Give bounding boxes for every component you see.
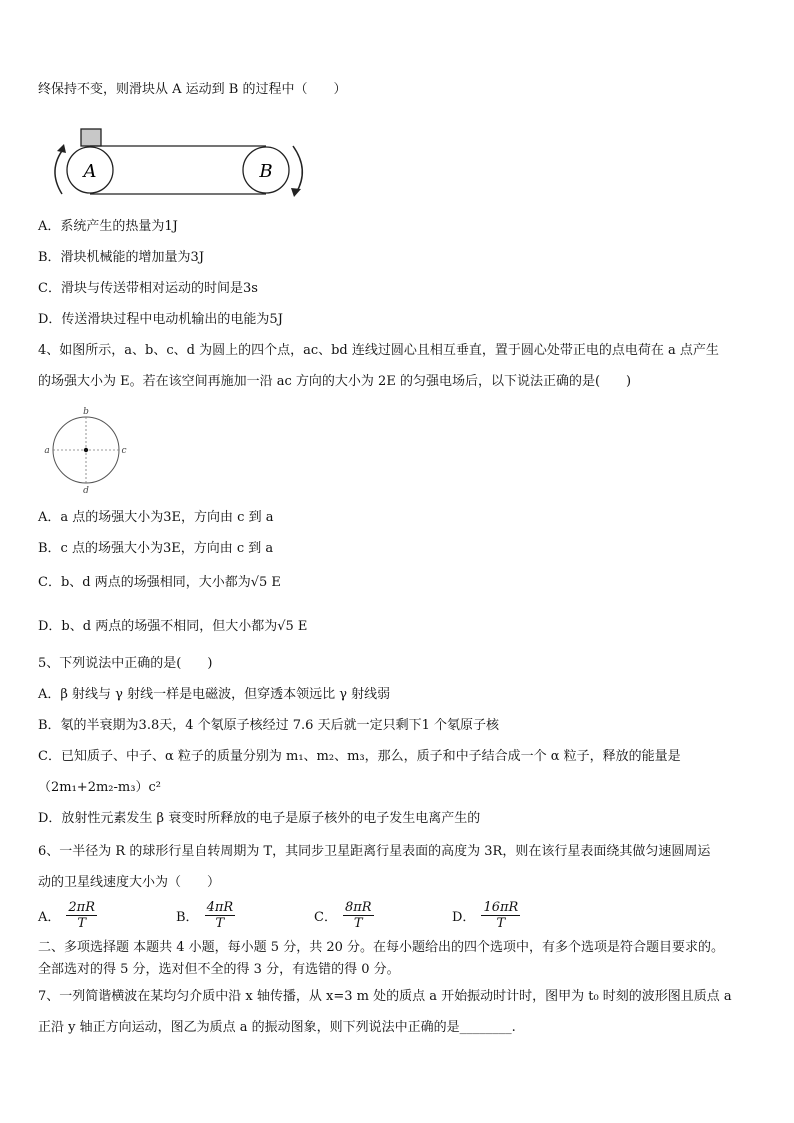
q6-stem-line1: 6、一半径为 R 的球形行星自转周期为 T，其同步卫星距离行星表面的高度为 3R，则在该行星表面绕其做匀速圆周运 xyxy=(38,844,711,859)
q4-option-b: B．c 点的场强大小为3E，方向由 c 到 a xyxy=(38,541,274,556)
q3-option-d: D．传送滑块过程中电动机输出的电能为5J xyxy=(38,312,283,327)
q3-option-b: B．滑块机械能的增加量为3J xyxy=(38,250,205,265)
q7-line2: 正沿 y 轴正方向运动，图乙为质点 a 的振动图象，则下列说法中正确的是________. xyxy=(38,1020,516,1035)
q4-option-d: D．b、d 两点的场强不相同，但大小都为√5 E xyxy=(38,619,308,634)
q5-option-d: D．放射性元素发生 β 衰变时所释放的电子是原子核外的电子发生电离产生的 xyxy=(38,811,481,826)
q6-option-b: B． $\frac{4\pi R}{T}$ xyxy=(176,900,234,931)
svg-text:b: b xyxy=(83,407,89,417)
section2-line1: 二、多项选择题 本题共 4 小题，每小题 5 分，共 20 分。在每小题给出的四个选项中，有多个选项是符合题目要求的。 xyxy=(38,940,725,955)
q5-option-c-formula: （2m₁+2m₂-m₃）c² xyxy=(38,780,161,795)
slider-block xyxy=(81,129,101,146)
q5-option-c: C．已知质子、中子、α 粒子的质量分别为 m₁、m₂、m₃，那么，质子和中子结合成一个 α 粒子，释放的能量是 xyxy=(38,749,681,764)
rotation-arrow-right xyxy=(293,146,302,193)
q4-stem-line1: 4、如图所示，a、b、c、d 为圆上的四个点，ac、bd 连线过圆心且相互垂直，置于圆心处带正电的点电荷在 a 点产生 xyxy=(38,343,719,358)
q5-stem: 5、下列说法中正确的是( ) xyxy=(38,656,213,671)
q3-option-a: A．系统产生的热量为1J xyxy=(38,219,178,234)
q4-option-c: C．b、d 两点的场强相同，大小都为√5 E xyxy=(38,575,281,590)
q7-line1: 7、一列简谐横波在某均匀介质中沿 x 轴传播，从 x=3 m 处的质点 a 开始振动时计时，图甲为 t₀ 时刻的波形图且质点 a xyxy=(38,989,732,1004)
q5-option-b: B．氡的半衰期为3.8天，4 个氡原子核经过 7.6 天后就一定只剩下1 个氡原子核 xyxy=(38,718,499,733)
svg-text:c: c xyxy=(121,446,127,456)
q4-option-a: A．a 点的场强大小为3E，方向由 c 到 a xyxy=(38,510,274,525)
circle-figure xyxy=(40,405,132,495)
q6-option-d: D． $\frac{16\pi R}{T}$ xyxy=(452,900,519,931)
svg-text:a: a xyxy=(44,446,50,456)
q4-stem-line2: 的场强大小为 E。若在该空间再施加一沿 ac 方向的大小为 2E 的匀强电场后，以下说法正确的是( ) xyxy=(38,374,632,389)
wheel-b-label: B xyxy=(259,161,273,182)
conveyor-belt-figure xyxy=(44,126,314,202)
svg-text:d: d xyxy=(83,486,89,495)
center-charge xyxy=(84,448,88,452)
q6-option-a: A． $\frac{2\pi R}{T}$ xyxy=(38,900,95,931)
rotation-arrow-left xyxy=(55,148,64,194)
q6-stem-line2: 动的卫星线速度大小为（ ） xyxy=(38,875,221,890)
q3-stem-tail: 终保持不变，则滑块从 A 运动到 B 的过程中（ ） xyxy=(38,82,347,97)
wheel-a-label: A xyxy=(83,161,97,182)
section2-line2: 全部选对的得 5 分，选对但不全的得 3 分，有选错的得 0 分。 xyxy=(38,962,400,977)
q5-option-a: A．β 射线与 γ 射线一样是电磁波，但穿透本领远比 γ 射线弱 xyxy=(38,687,391,702)
q3-option-c: C．滑块与传送带相对运动的时间是3s xyxy=(38,281,258,296)
q6-option-c: C． $\frac{8\pi R}{T}$ xyxy=(314,900,372,931)
